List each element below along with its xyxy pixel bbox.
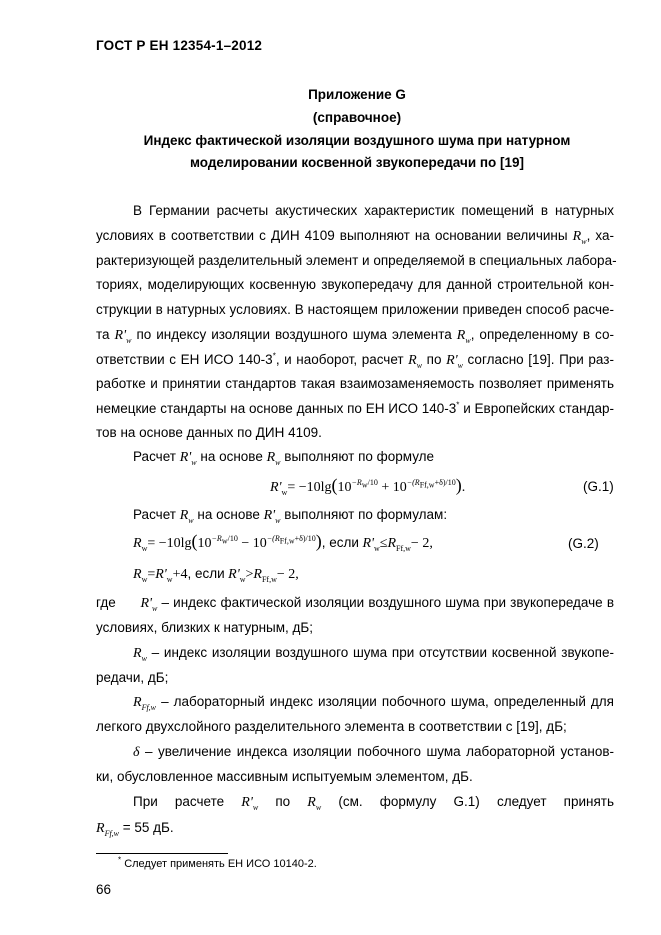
para1-line7: ответствии с ЕН ИСО 140-3*, и наоборот, расчет $R_w$ по $R'_w$ согласно [19]. При раз- bbox=[96, 351, 614, 370]
standard-header: ГОСТ Р ЕН 12354-1–2012 bbox=[96, 38, 263, 53]
para1-line8: работке и принятии стандартов такая взаимозаменяемость позволяет применять bbox=[96, 376, 614, 391]
def4-line1: δ – увеличение индекса изоляции побочного шума лабораторной установ- bbox=[133, 744, 614, 760]
appendix-subtitle: (справочное) bbox=[312, 110, 402, 125]
final-line2: $R_{Ff,w} = 55$ дБ. bbox=[96, 820, 174, 838]
para1-line6: та $R'_w$ по индексу изоляции воздушного шума элемента $R_w$, определенному в со- bbox=[96, 327, 614, 345]
para1-line3: рактеризующей разделительный элемент и определяемой в специальных лабора- bbox=[96, 253, 617, 268]
formula-g1: $R'_w= -10\lg(10^{-R_w/10} + 10^{-(R_{Ff,w}+\delta)/10})$. bbox=[270, 475, 466, 497]
calc2-text: Расчет $R_w$ на основе $R'_w$ выполняют по формулам: bbox=[133, 507, 448, 525]
eq-number-g2: (G.2) bbox=[568, 536, 599, 551]
appendix-heading-line1: Индекс фактической изоляции воздушного шума при натурном bbox=[143, 133, 571, 148]
calc1-text: Расчет $R'_w$ на основе $R_w$ выполняют по формуле bbox=[133, 449, 435, 467]
eq-number-g1: (G.1) bbox=[583, 479, 614, 494]
para1-line10: тов на основе данных по ДИН 4109. bbox=[96, 425, 322, 440]
appendix-heading-line2: моделировании косвенной звукопередачи по [19] bbox=[189, 155, 525, 170]
def3-line2: легкого двухслойного разделительного элемента в соответствии с [19], дБ; bbox=[96, 719, 567, 734]
para1-line2: условиях в соответствии с ДИН 4109 выполняют на основании величины $R_w$, ха- bbox=[96, 228, 614, 246]
footnote: * Следует применять ЕН ИСО 10140-2. bbox=[118, 855, 317, 870]
def4-line2: ки, обусловленное массивным испытуемым элементом, дБ. bbox=[96, 769, 473, 784]
def1-line2: условиях, близких к натурным, дБ; bbox=[96, 620, 314, 635]
footnote-separator bbox=[96, 853, 228, 854]
para1-line5: струкции в натурных условиях. В настоящем приложении приведен способ расче- bbox=[96, 302, 614, 317]
formula-g2a: $R_w= -10\lg(10^{-R_w/10} - 10^{-(R_{Ff,w}+\delta)/10})$, если $R'_w\le R_{Ff,w}- 2$, bbox=[133, 531, 433, 553]
def1-line1: где $R'_w$ – индекс фактической изоляции воздушного шума при звукопередаче в bbox=[96, 595, 614, 613]
formula-g2b: $R_w=R'_w+4$, если $R'_w>R_{Ff,w}- 2$, bbox=[133, 566, 299, 584]
appendix-title: Приложение G bbox=[308, 87, 406, 102]
para1-line9: немецкие стандарты на основе данных по ЕН ИСО 140-3* и Европейских стандар- bbox=[96, 400, 614, 416]
def2-line1: $R_w$ – индекс изоляции воздушного шума при отсутствии косвенной звукопе- bbox=[133, 645, 614, 663]
def3-line1: $R_{Ff,w}$ – лабораторный индекс изоляции побочного шума, определенный для bbox=[133, 694, 614, 712]
para1-line4: ториях, моделирующих косвенную звукопередачу для данной строительной кон- bbox=[96, 277, 614, 292]
page-number: 66 bbox=[96, 882, 112, 897]
def2-line2: редачи, дБ; bbox=[96, 670, 169, 685]
final-line1: При расчете $R'_w$ по $R_w$ (см. формулу G.1) следует принять bbox=[133, 794, 614, 812]
para1-line1: В Германии расчеты акустических характеристик помещений в натурных bbox=[133, 203, 614, 218]
